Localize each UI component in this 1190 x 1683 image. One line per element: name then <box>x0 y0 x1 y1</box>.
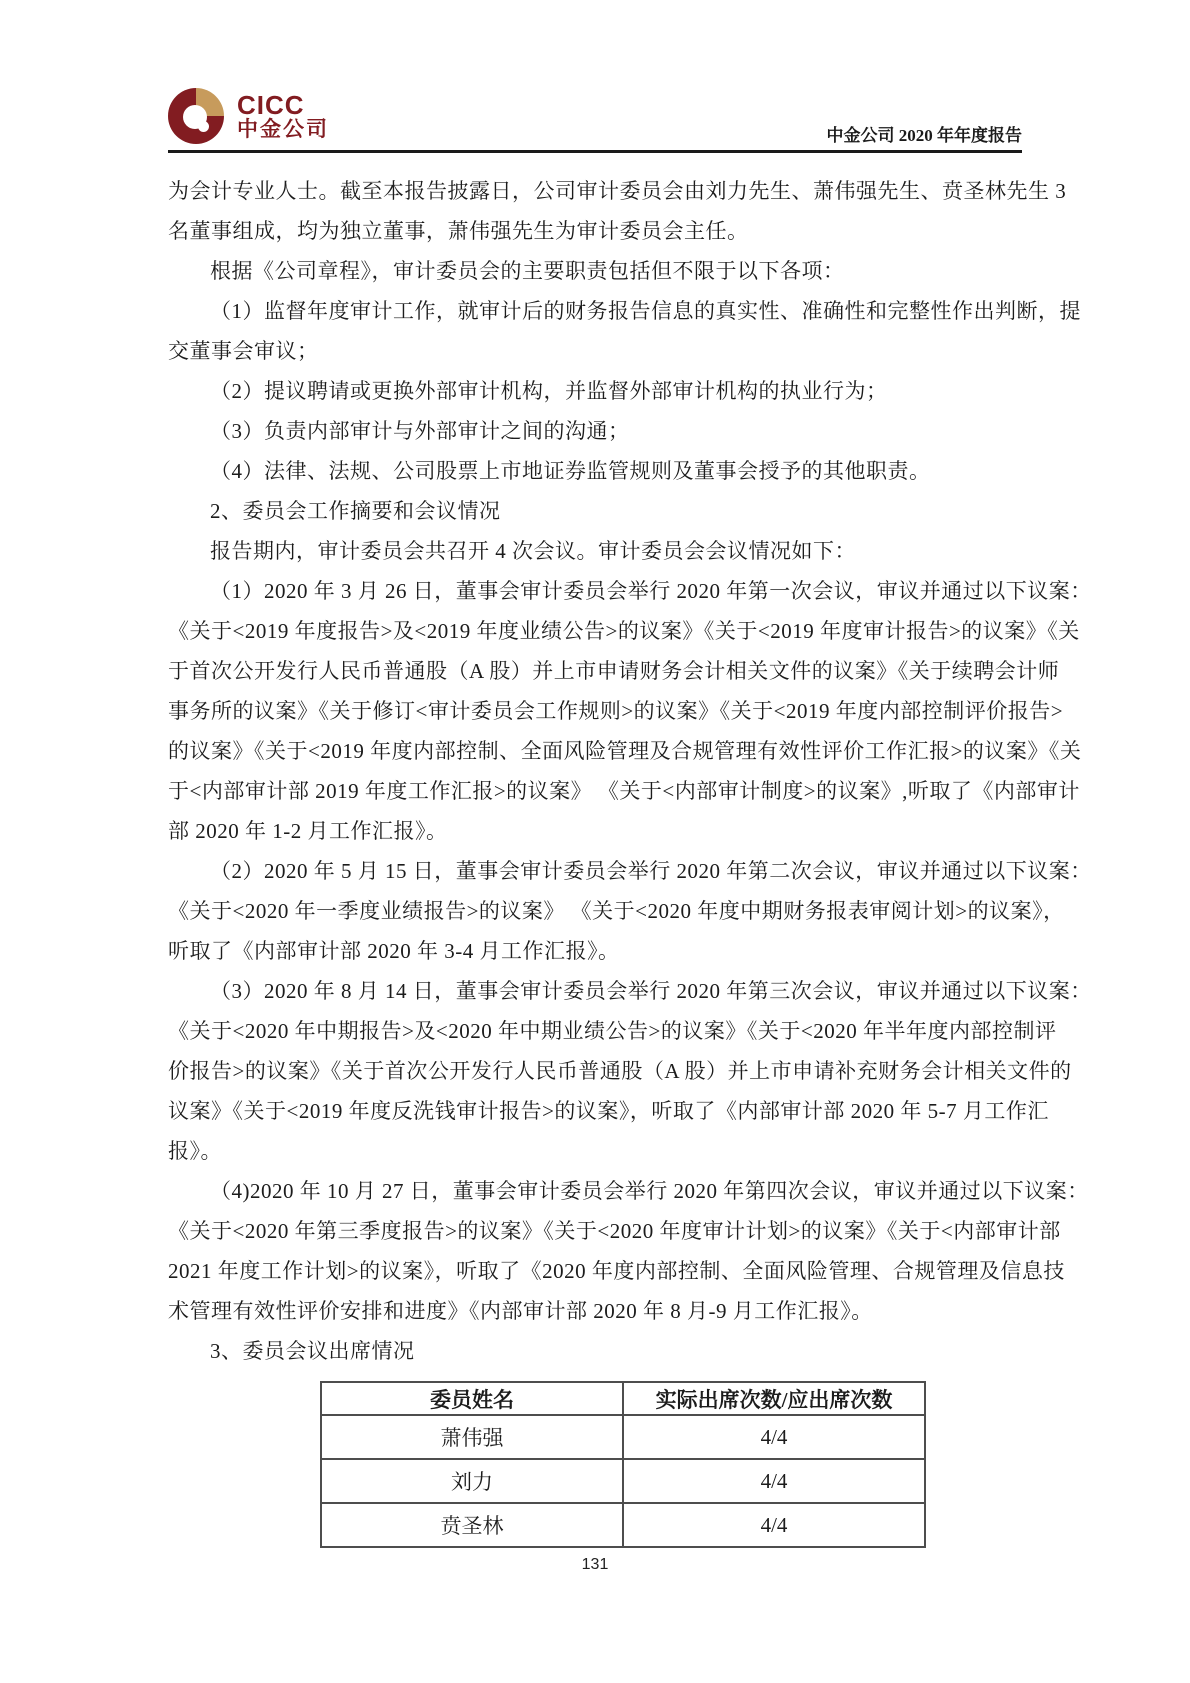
member-name-cell: 贲圣林 <box>321 1503 623 1547</box>
attendance-cell: 4/4 <box>623 1415 925 1459</box>
text-line: 于首次公开发行人民币普通股（A 股）并上市申请财务会计相关文件的议案》《关于续聘会计师 <box>168 659 1060 683</box>
text-line: 2、委员会工作摘要和会议情况 <box>210 499 501 523</box>
attendance-table-wrap <box>320 1381 1022 1548</box>
table-header-attendance: 实际出席次数/应出席次数 <box>623 1382 925 1415</box>
text-line: 听取了《内部审计部 2020 年 3-4 月工作汇报》。 <box>168 939 620 963</box>
document-body <box>168 171 1092 1371</box>
page-number: 131 <box>581 1556 609 1573</box>
text-line: 名董事组成，均为独立董事，萧伟强先生为审计委员会主任。 <box>168 219 749 243</box>
text-line: 报》。 <box>168 1139 222 1163</box>
text-line: （3）负责内部审计与外部审计之间的沟通； <box>210 419 630 443</box>
text-line: （3）2020 年 8 月 14 日，董事会审计委员会举行 2020 年第三次会议，审议并通过以下议案： <box>210 979 1092 1003</box>
report-title: 中金公司 2020 年年度报告 <box>826 126 1022 145</box>
text-line: （1）监督年度审计工作，就审计后的财务报告信息的真实性、准确性和完整性作出判断，提 <box>210 299 1081 323</box>
text-line: 事务所的议案》《关于修订<审计委员会工作规则>的议案》《关于<2019 年度内部控制评价报告> <box>168 699 1064 723</box>
text-line: 部 2020 年 1-2 月工作汇报》。 <box>168 819 448 843</box>
text-line: 议案》《关于<2019 年度反洗钱审计报告>的议案》，听取了《内部审计部 2020 年 5-7 月工作汇 <box>168 1099 1049 1123</box>
text-line: （4）法律、法规、公司股票上市地证券监管规则及董事会授予的其他职责。 <box>210 459 931 483</box>
text-line: 的议案》《关于<2019 年度内部控制、全面风险管理及合规管理有效性评价工作汇报>的议案》《关 <box>168 739 1082 763</box>
text-line: 《关于<2020 年中期报告>及<2020 年中期业绩公告>的议案》《关于<2020 年半年度内部控制评 <box>168 1019 1057 1043</box>
text-line: 价报告>的议案》《关于首次公开发行人民币普通股（A 股）并上市申请补充财务会计相关文件的 <box>168 1059 1072 1083</box>
text-line: （2）提议聘请或更换外部审计机构，并监督外部审计机构的执业行为； <box>210 379 888 403</box>
table-row <box>321 1459 925 1503</box>
text-line: （4)2020 年 10 月 27 日，董事会审计委员会举行 2020 年第四次会议，审议并通过以下议案： <box>210 1179 1089 1203</box>
text-line: 报告期内，审计委员会共召开 4 次会议。审计委员会会议情况如下： <box>210 539 856 563</box>
cicc-logo <box>168 88 329 144</box>
text-line: 2021 年度工作计划>的议案》，听取了《2020 年度内部控制、全面风险管理、合规管理及信息技 <box>168 1259 1065 1283</box>
table-row <box>321 1415 925 1459</box>
text-line: 3、委员会议出席情况 <box>210 1339 415 1363</box>
attendance-cell: 4/4 <box>623 1503 925 1547</box>
text-line: 为会计专业人士。截至本报告披露日，公司审计委员会由刘力先生、萧伟强先生、贲圣林先生 3 <box>168 179 1067 203</box>
brand-text <box>237 92 329 140</box>
brand-name-en: CICC <box>237 90 305 121</box>
table-header-row <box>321 1382 925 1415</box>
member-name-cell: 刘力 <box>321 1459 623 1503</box>
text-line: 根据《公司章程》，审计委员会的主要职责包括但不限于以下各项： <box>210 259 845 283</box>
cicc-logo-icon <box>168 88 224 144</box>
table-row <box>321 1503 925 1547</box>
text-line: 交董事会审议； <box>168 339 319 363</box>
text-line: 于<内部审计部 2019 年度工作汇报>的议案》 《关于<内部审计制度>的议案》,听取了《内部审计 <box>168 779 1080 803</box>
attendance-table <box>320 1381 926 1548</box>
member-name-cell: 萧伟强 <box>321 1415 623 1459</box>
text-line: 《关于<2019 年度报告>及<2019 年度业绩公告>的议案》《关于<2019 年度审计报告>的议案》《关 <box>168 619 1080 643</box>
brand-name-zh: 中金公司 <box>237 117 329 141</box>
text-line: （2）2020 年 5 月 15 日，董事会审计委员会举行 2020 年第二次会议，审议并通过以下议案： <box>210 859 1092 883</box>
attendance-cell: 4/4 <box>623 1459 925 1503</box>
text-line: 《关于<2020 年一季度业绩报告>的议案》 《关于<2020 年度中期财务报表审阅计划>的议案》， <box>168 899 1065 923</box>
text-line: （1）2020 年 3 月 26 日，董事会审计委员会举行 2020 年第一次会议，审议并通过以下议案： <box>210 579 1092 603</box>
text-line: 术管理有效性评价安排和进度》《内部审计部 2020 年 8 月-9 月工作汇报》。 <box>168 1299 873 1323</box>
table-header-member-name: 委员姓名 <box>321 1382 623 1415</box>
text-line: 《关于<2020 年第三季度报告>的议案》《关于<2020 年度审计计划>的议案》《关于<内部审计部 <box>168 1219 1061 1243</box>
page-header <box>168 72 1022 153</box>
